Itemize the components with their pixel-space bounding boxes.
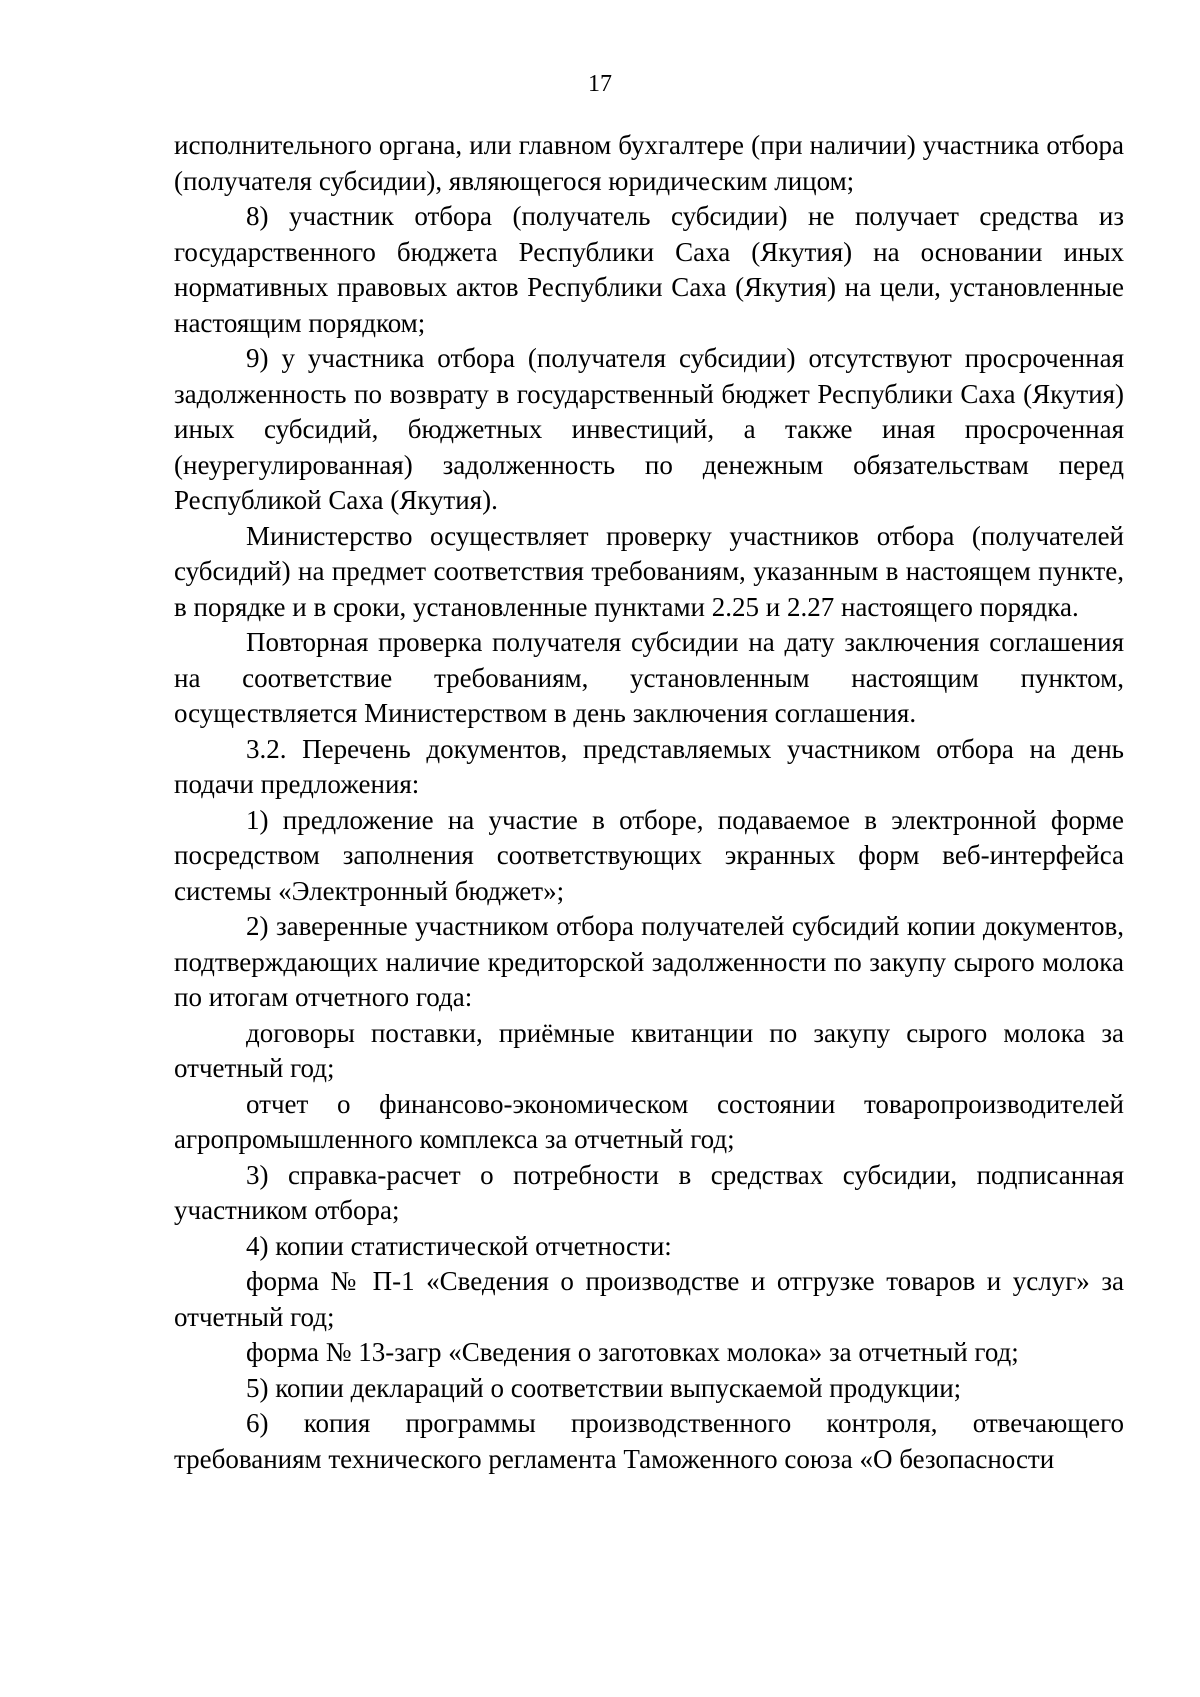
paragraph-doc-1: 1) предложение на участие в отборе, подаваемое в электронной форме посредством заполнения соответствующих экранных форм веб-интерфейса системы «Электронный бюджет»; — [174, 804, 1124, 906]
paragraph-repeat-check: Повторная проверка получателя субсидии на дату заключения соглашения на соответствие требованиям, установленным настоящим пунктом, осуществляется Министерством в день заключения соглашения. — [174, 627, 1124, 728]
paragraph-section-3-2: 3.2. Перечень документов, представляемых участником отбора на день подачи предложения: — [174, 733, 1124, 799]
page-number: 17 — [588, 71, 612, 97]
paragraph-continuation: исполнительного органа, или главном бухгалтере (при наличии) участника отбора (получателя субсидии), являющегося юридическим лицом; — [174, 130, 1124, 196]
paragraph-doc-4: 4) копии статистической отчетности: — [246, 1230, 672, 1261]
paragraph-form-13: форма № 13-загр «Сведения о заготовках молока» за отчетный год; — [246, 1337, 1019, 1367]
paragraph-financial-report: отчет о финансово-экономическом состоянии товаропроизводителей агропромышленного комплекса за отчетный год; — [174, 1088, 1124, 1154]
paragraph-doc-2: 2) заверенные участником отбора получателей субсидий копии документов, подтверждающих наличие кредиторской задолженности по закупу сырого молока по итогам отчетного года: — [174, 911, 1124, 1012]
paragraph-item-8: 8) участник отбора (получатель субсидии) не получает средства из государственного бюджета Республики Саха (Якутия) на основании иных нормативных правовых актов Республики Саха (Якутия) на цели, установленные настоящим порядком; — [174, 201, 1124, 338]
paragraph-ministry-check: Министерство осуществляет проверку участников отбора (получателей субсидий) на предмет соответствия требованиям, указанным в настоящем пункте, в порядке и в сроки, установленные пунктами 2.25 и 2.27 настоящего порядка. — [174, 520, 1124, 622]
paragraph-doc-3: 3) справка-расчет о потребности в средствах субсидии, подписанная участником отбора; — [174, 1159, 1124, 1225]
paragraph-form-p1: форма № П-1 «Сведения о производстве и отгрузке товаров и услуг» за отчетный год; — [174, 1266, 1124, 1332]
paragraph-contracts: договоры поставки, приёмные квитанции по закупу сырого молока за отчетный год; — [174, 1017, 1124, 1083]
paragraph-doc-6: 6) копия программы производственного контроля, отвечающего требованиям технического регламента Таможенного союза «О безопасности — [174, 1408, 1124, 1474]
document-body — [174, 128, 1124, 1477]
paragraph-doc-5: 5) копии деклараций о соответствии выпускаемой продукции; — [246, 1372, 962, 1403]
paragraph-item-9: 9) у участника отбора (получателя субсидии) отсутствуют просроченная задолженность по возврату в государственный бюджет Республики Саха (Якутия) иных субсидий, бюджетных инвестиций, а также иная просроченная (неурегулированная) задолженность по денежным обязательствам перед Республикой Саха (Якутия). — [174, 343, 1124, 515]
